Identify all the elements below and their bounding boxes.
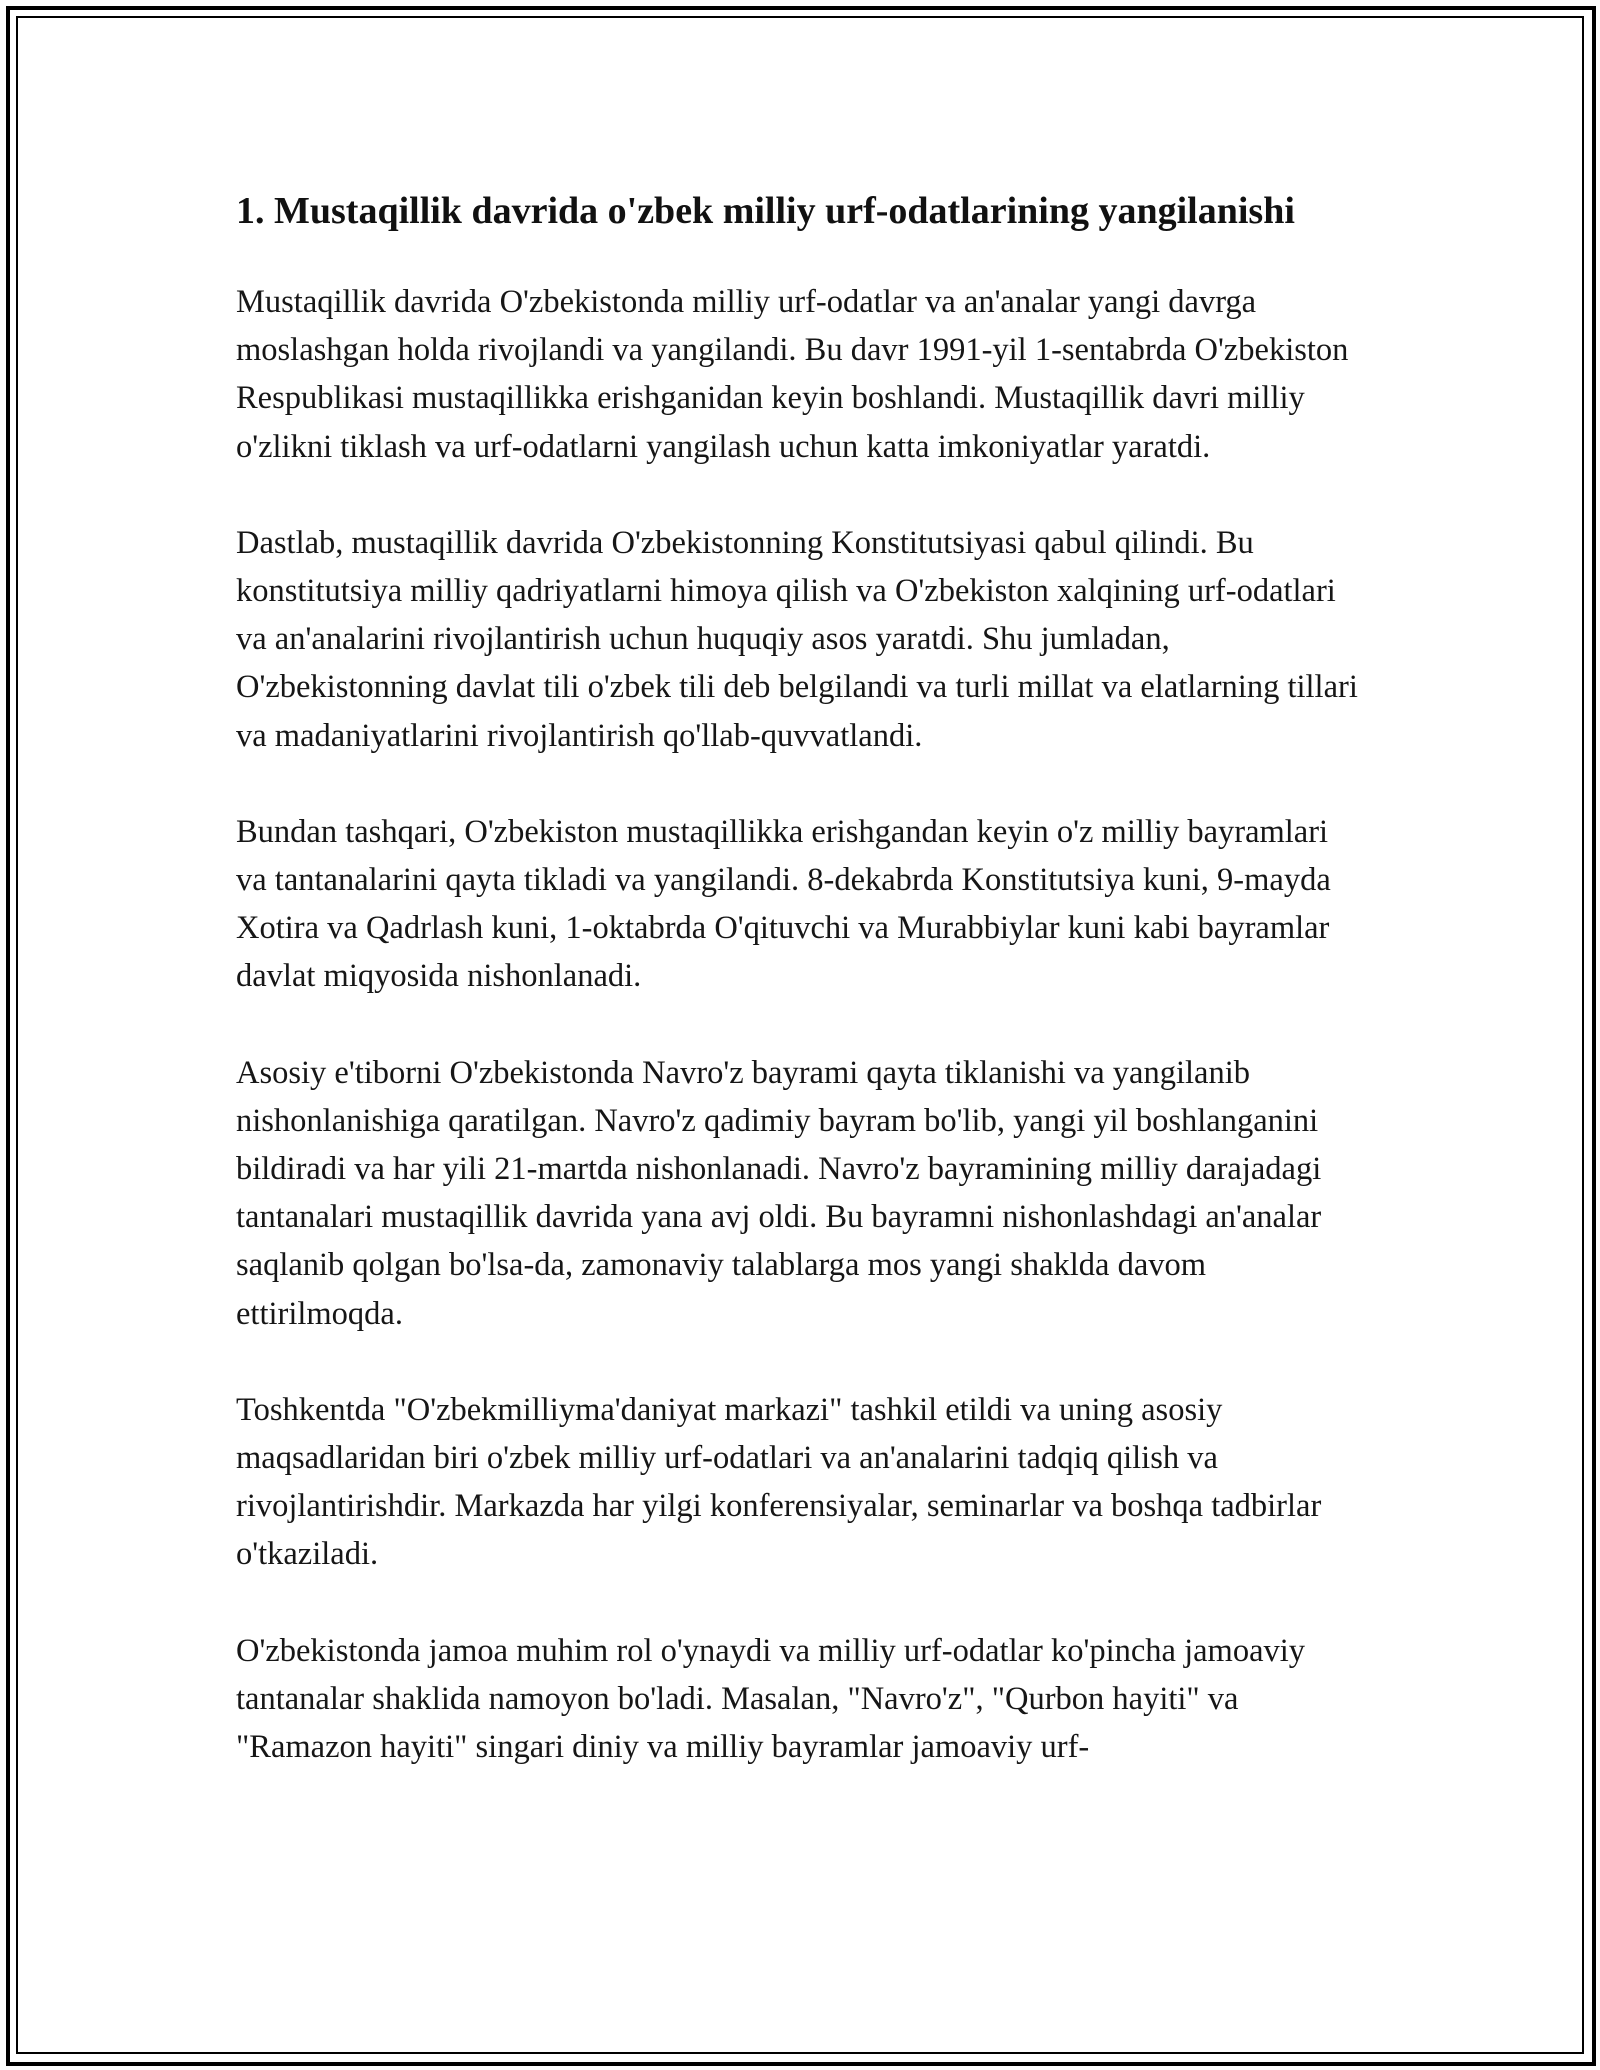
paragraph-2: Dastlab, mustaqillik davrida O'zbekistonning Konstitutsiyasi qabul qilindi. Bu konstitutsiya milliy qadriyatlarni himoya qilish va O'zbekiston xalqining urf-odatlari va an'analarini rivojlantirish uchun huquqiy asos yaratdi. Shu jumladan, O'zbekistonning davlat tili o'zbek tili deb belgilandi va turli millat va elatlarning tillari va madaniyatlarini rivojlantirish qo'llab-quvvatlandi.	[236, 524, 1358, 754]
paragraph-4: Asosiy e'tiborni O'zbekistonda Navro'z bayrami qayta tiklanishi va yangilanib nishonlanishiga qaratilgan. Navro'z qadimiy bayram bo'lib, yangi yil boshlanganini bildiradi va har yili 21-martda nishonlanadi. Navro'z bayramining milliy darajadagi tantanalari mustaqillik davrida yana avj oldi. Bu bayramni nishonlashdagi an'analar saqlanib qolgan bo'lsa-da, zamonaviy talablarga mos yangi shaklda davom ettirilmoqda.	[236, 1054, 1322, 1332]
document-body	[236, 184, 1366, 1819]
paragraph-6: O'zbekistonda jamoa muhim rol o'ynaydi va milliy urf-odatlar ko'pincha jamoaviy tantanalar shaklida namoyon bo'ladi. Masalan, "Navro'z", "Qurbon hayiti" va "Ramazon hayiti" singari diniy va milliy bayramlar jamoaviy urf-	[236, 1632, 1306, 1766]
paragraph-5: Toshkentda "O'zbekmilliyma'daniyat markazi" tashkil etildi va uning asosiy maqsadlaridan biri o'zbek milliy urf-odatlari va an'analarini tadqiq qilish va rivojlantirishdir. Markazda har yilgi konferensiyalar, seminarlar va boshqa tadbirlar o'tkaziladi.	[236, 1391, 1322, 1573]
paragraph-3: Bundan tashqari, O'zbekiston mustaqillikka erishgandan keyin o'z milliy bayramlari va tantanalarini qayta tikladi va yangilandi. 8-dekabrda Konstitutsiya kuni, 9-mayda Xotira va Qadrlash kuni, 1-oktabrda O'qituvchi va Murabbiylar kuni kabi bayramlar davlat miqyosida nishonlanadi.	[236, 813, 1331, 995]
paragraph-1: Mustaqillik davrida O'zbekistonda milliy urf-odatlar va an'analar yangi davrga moslashgan holda rivojlandi va yangilandi. Bu davr 1991-yil 1-sentabrda O'zbekiston Respublikasi mustaqillikka erishganidan keyin boshlandi. Mustaqillik davri milliy o'zlikni tiklash va urf-odatlarni yangilash uchun katta imkoniyatlar yaratdi.	[236, 284, 1349, 465]
section-heading: 1. Mustaqillik davrida o'zbek milliy urf-odatlarining yangilanishi	[236, 190, 1295, 232]
